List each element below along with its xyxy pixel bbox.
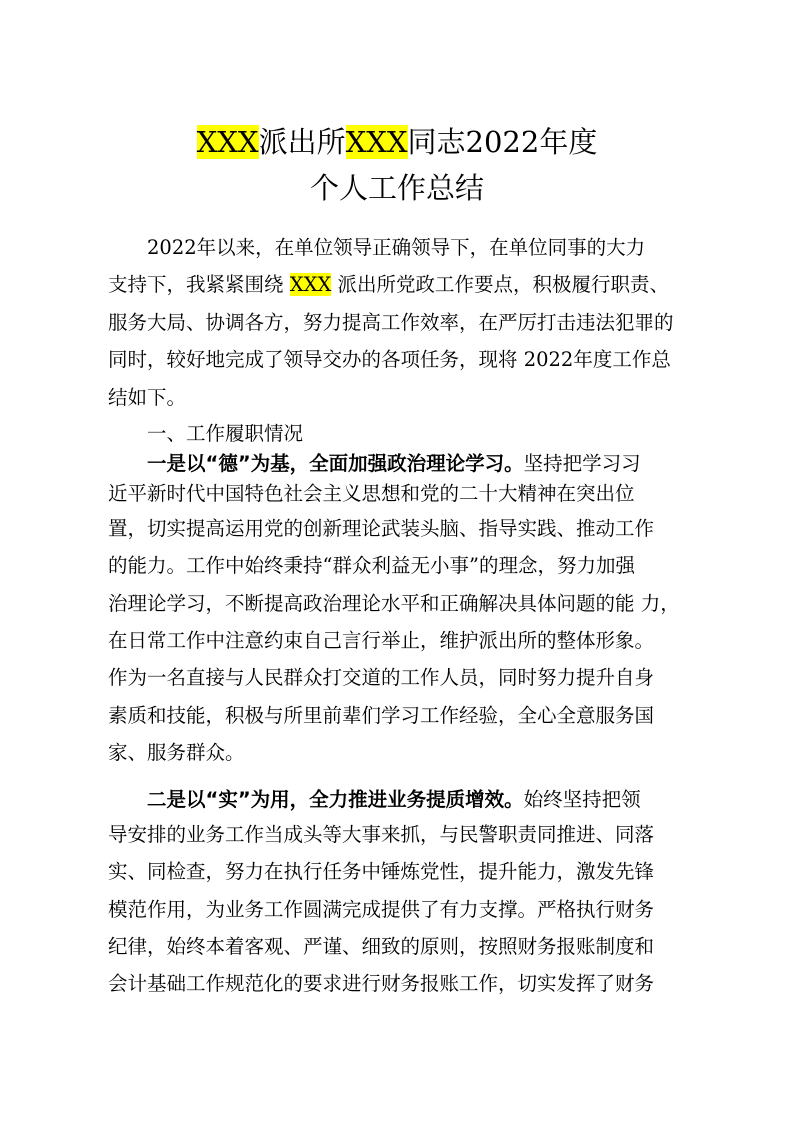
intro-line: 2022年以来，在单位领导正确领导下，在单位同事的大力	[147, 236, 646, 259]
paragraph-line: 近平新时代中国特色社会主义思想和党的二十大精神在突出位	[108, 482, 635, 505]
paragraph-line: 置，切实提高运用党的创新理论武装头脑、指导实践、推动工作	[108, 517, 655, 540]
paragraph-line: 实、同检查，努力在执行任务中锤炼党性，提升能力，激发先锋	[108, 860, 655, 883]
paragraph-line: 作为一名直接与人民群众打交道的工作人员，同时努力提升自身	[108, 666, 655, 689]
paragraph-line: 的能力。工作中始终秉持“群众利益无小事”的理念，努力加强	[108, 554, 635, 577]
intro-line: 同时，较好地完成了领导交办的各项任务，现将 2022年度工作总	[108, 348, 671, 371]
title-text: 派出所	[258, 125, 346, 159]
paragraph-line: 模范作用，为业务工作圆满完成提供了有力支撑。严格执行财务	[108, 898, 655, 921]
paragraph-line	[147, 450, 641, 478]
paragraph-line: 素质和技能，积极与所里前辈们学习工作经验，全心全意服务国	[108, 704, 655, 727]
highlight-placeholder: XXX	[345, 125, 408, 159]
section-heading: 一、工作履职情况	[147, 422, 304, 445]
title-line-1	[0, 122, 794, 162]
paragraph-lead: 二是以“实”为用，全力推进业务提质增效。	[147, 788, 524, 811]
title-text: 同志2022年度	[407, 125, 598, 159]
highlight-placeholder: XXX	[289, 273, 332, 296]
highlight-placeholder: XXX	[196, 125, 259, 159]
paragraph-text: 坚持把学习习	[523, 452, 641, 475]
title-line-2: 个人工作总结	[309, 171, 484, 205]
paragraph-line: 会计基础工作规范化的要求进行财务报账工作，切实发挥了财务	[108, 972, 655, 995]
paragraph-line: 纪律，始终本着客观、严谨、细致的原则，按照财务报账制度和	[108, 935, 655, 958]
paragraph-text: 始终坚持把领	[523, 788, 641, 811]
paragraph-lead: 一是以“德”为基，全面加强政治理论学习。	[147, 452, 524, 475]
intro-text: 派出所党政工作要点，积极履行职责、	[331, 273, 670, 296]
paragraph-line: 治理论学习，不断提高政治理论水平和正确解决具体问题的能 力，	[108, 592, 680, 615]
paragraph-line	[147, 786, 641, 814]
intro-text: 支持下，我紧紧围绕	[108, 273, 290, 296]
intro-line: 结如下。	[108, 386, 187, 409]
paragraph-line: 导安排的业务工作当成头等大事来抓，与民警职责同推进、同落	[108, 823, 655, 846]
paragraph-line: 在日常工作中注意约束自己言行举止，维护派出所的整体形象。	[108, 629, 655, 652]
paragraph-line: 家、服务群众。	[108, 741, 245, 764]
intro-line	[108, 271, 669, 299]
intro-line: 服务大局、协调各方，努力提高工作效率，在严厉打击违法犯罪的	[108, 311, 674, 334]
